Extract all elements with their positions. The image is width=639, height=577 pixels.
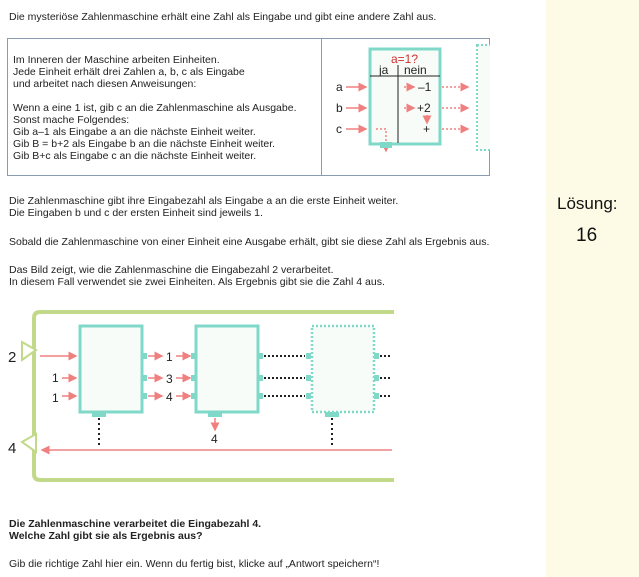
rule-line: Gib B = b+2 als Eingabe b an die nächste Einheit weiter.: [13, 138, 276, 150]
example-input: 2: [8, 349, 17, 366]
paragraph: Das Bild zeigt, wie die Zahlenmaschine die Eingabezahl 2 verarbeitet.: [9, 264, 334, 276]
input-a: a: [336, 80, 343, 94]
unit1-input-c: 1: [52, 391, 59, 405]
rule-line: Wenn a eine 1 ist, gib c an die Zahlenmaschine als Ausgabe.: [13, 102, 297, 114]
op-plus2: +2: [417, 101, 431, 115]
instruction-text: Gib die richtige Zahl hier ein. Wenn du fertig bist, klicke auf „Antwort speichern“!: [9, 558, 380, 570]
unit-condition: a=1?: [391, 52, 419, 66]
unit-1: [80, 326, 142, 412]
rules-box: [7, 38, 490, 176]
unit1-input-b: 1: [52, 371, 59, 385]
unit-yes: ja: [379, 63, 389, 77]
rule-line: Sonst mache Folgendes:: [13, 114, 130, 126]
unit2-input-b: 3: [166, 372, 173, 386]
rule-line: Gib B+c als Eingabe c an die nächste Einheit weiter.: [13, 150, 257, 162]
unit-2: [196, 326, 258, 412]
solution-label: Lösung:: [557, 194, 618, 213]
solution-value: 16: [576, 225, 598, 246]
paragraph: Die Eingaben b und c der ersten Einheit sind jeweils 1.: [9, 207, 263, 219]
paragraph: Die Zahlenmaschine gibt ihre Eingabezahl als Eingabe a an die erste Einheit weiter.: [9, 195, 399, 207]
question-line: Welche Zahl gibt sie als Ergebnis aus?: [9, 530, 203, 542]
next-unit-box: [477, 45, 490, 150]
paragraph: Sobald die Zahlenmaschine von einer Einheit eine Ausgabe erhält, gibt sie diese Zahl als Ergebnis aus.: [9, 236, 490, 248]
unit2-input-a: 1: [166, 350, 173, 364]
example-diagram: [0, 306, 400, 486]
rule-line: und arbeitet nach diesen Anweisungen:: [13, 78, 197, 90]
unit2-input-c: 4: [166, 390, 173, 404]
unit-3: [312, 326, 374, 412]
unit-diagram: [322, 39, 490, 175]
rule-line: Jede Einheit erhält drei Zahlen a, b, c als Eingabe: [13, 66, 245, 78]
input-b: b: [336, 101, 343, 115]
paragraph: In diesem Fall verwendet sie zwei Einheiten. Als Ergebnis gibt sie die Zahl 4 aus.: [9, 276, 385, 288]
rule-line: Im Inneren der Maschine arbeiten Einheiten.: [13, 54, 220, 66]
solution-panel: [546, 0, 639, 577]
unit-no: nein: [404, 63, 427, 77]
question-line: Die Zahlenmaschine verarbeitet die Eingabezahl 4.: [9, 518, 262, 530]
input-c: c: [336, 122, 342, 136]
example-output: 4: [8, 440, 17, 457]
unit2-output: 4: [211, 432, 218, 446]
op-plus: +: [423, 122, 431, 136]
op-minus: –1: [418, 80, 432, 94]
rule-line: Gib a–1 als Eingabe a an die nächste Einheit weiter.: [13, 126, 256, 138]
intro-text: Die mysteriöse Zahlenmaschine erhält eine Zahl als Eingabe und gibt eine andere Zahl aus.: [9, 11, 437, 23]
